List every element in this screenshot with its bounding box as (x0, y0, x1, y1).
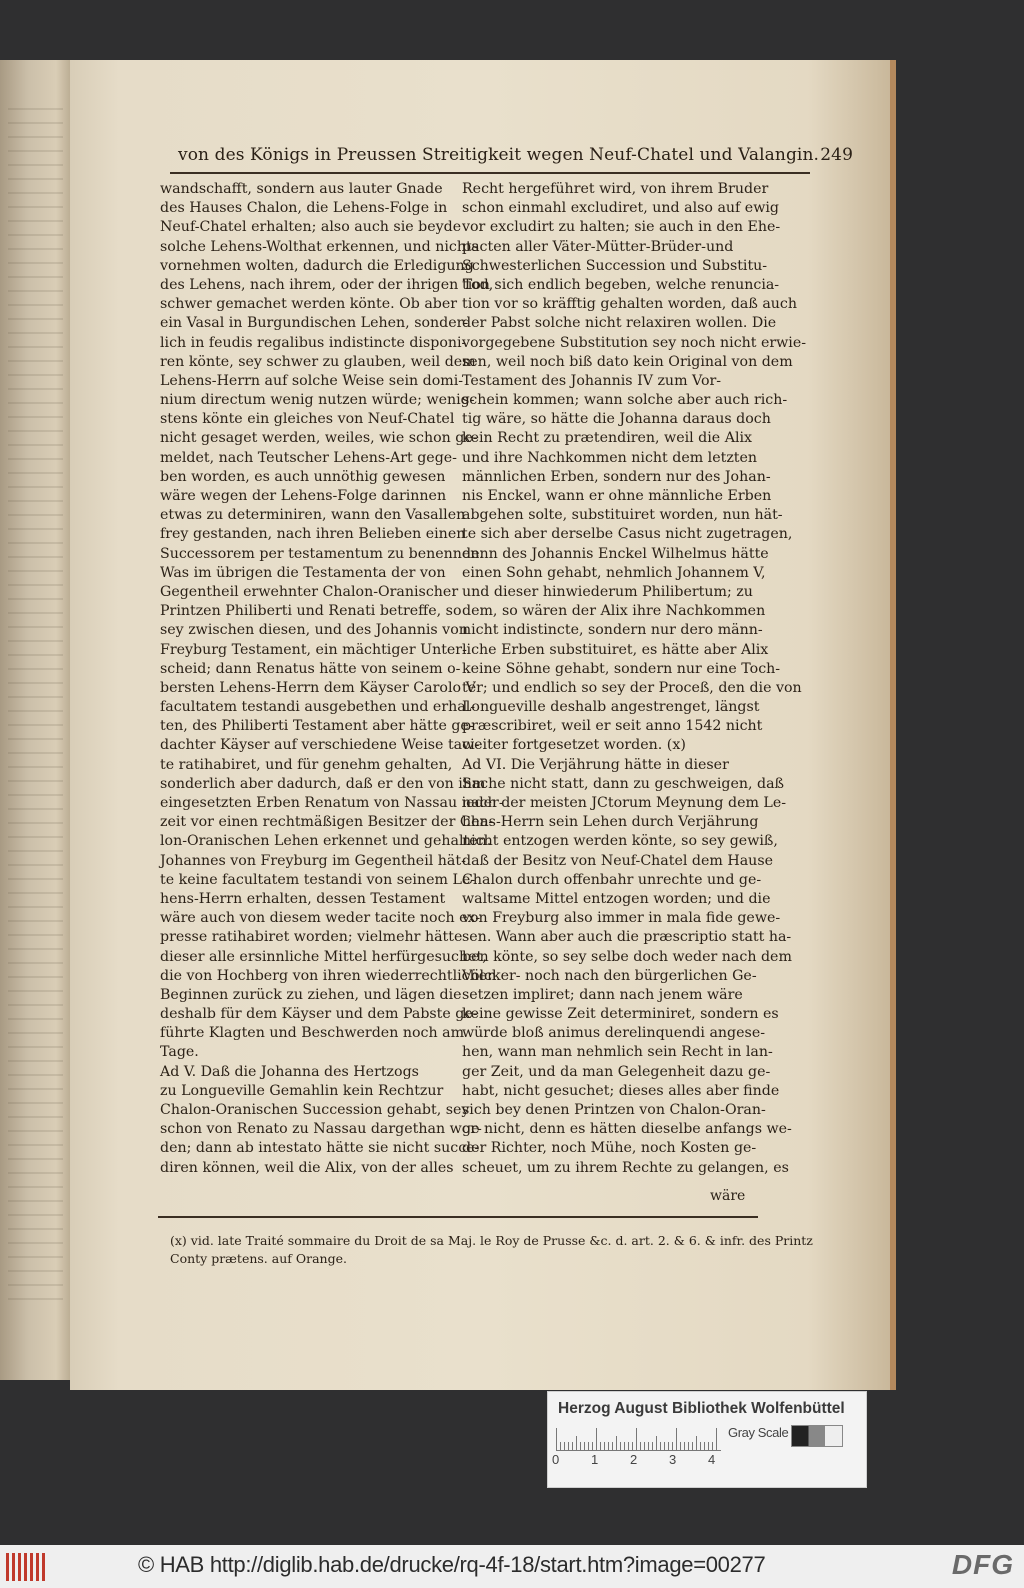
text-line: presse ratihabiret worden; vielmehr hätte (160, 929, 463, 946)
gray-scale-label: Gray Scale (728, 1425, 789, 1440)
footnote-rule (158, 1216, 758, 1218)
text-line: nicht entzogen werden könte, so sey gewiß, (462, 833, 778, 850)
text-line: te keine facultatem testandi von seinem Le- (160, 871, 476, 888)
ruler-tick (648, 1442, 649, 1450)
text-line: Tage. (160, 1044, 199, 1061)
text-line: dachter Käyser auf verschiedene Weise taci- (160, 737, 480, 754)
ruler-tick (668, 1442, 669, 1450)
text-line: scheuet, um zu ihrem Rechte zu gelangen, es (462, 1159, 789, 1176)
text-line: scheid; dann Renatus hätte von seinem o- (160, 660, 461, 677)
ruler-tick (632, 1442, 633, 1450)
ruler-tick (708, 1442, 709, 1450)
text-column-left (160, 180, 504, 1178)
text-line: hens-Herrn erhalten, dessen Testament (160, 890, 446, 907)
ruler-tick (584, 1442, 585, 1450)
text-line: bersten Lehens-Herrn dem Käyser Carolo V (160, 679, 476, 696)
text-line: Chalon durch offenbahr unrechte und ge- (462, 871, 762, 888)
color-calibration-card (548, 1392, 866, 1487)
ruler-number: 3 (669, 1452, 677, 1467)
ruler-tick (560, 1442, 561, 1450)
ruler-tick (568, 1442, 569, 1450)
text-line: deshalb für dem Käyser und dem Pabste ge- (160, 1006, 478, 1023)
ruler-tick (628, 1442, 629, 1450)
text-line: ben worden, es auch unnöthig gewesen (160, 468, 446, 485)
book-page (70, 60, 890, 1390)
ruler-tick (592, 1442, 593, 1450)
page-edge (890, 60, 896, 1390)
ruler-tick (644, 1442, 645, 1450)
text-line: Ad V. Daß die Johanna des Hertzogs (160, 1063, 419, 1080)
ruler-tick (608, 1442, 609, 1450)
text-line: würde bloß animus derelinquendi angese- (462, 1025, 766, 1042)
card-title: Herzog August Bibliothek Wolfenbüttel (558, 1400, 845, 1417)
ruler-tick (620, 1442, 621, 1450)
ruler-tick (700, 1442, 701, 1450)
text-line: sich bey denen Printzen von Chalon-Oran- (462, 1102, 766, 1118)
text-line: Sache nicht statt, dann zu geschweigen, daß (462, 775, 785, 792)
text-line: wandschafft, sondern aus lauter Gnade (160, 181, 443, 197)
text-line: ten, des Philiberti Testament aber hätte ge- (160, 718, 474, 735)
ruler-tick (716, 1428, 717, 1450)
ruler-tick (688, 1442, 689, 1450)
text-line: Beginnen zurück zu ziehen, und lägen die (160, 986, 462, 1003)
text-line: schon von Renato zu Nassau dargethan wor- (160, 1121, 482, 1138)
header-rule (170, 172, 810, 174)
ruler-tick (664, 1442, 665, 1450)
ruler-tick (596, 1428, 597, 1450)
text-line: præscribiret, weil er seit anno 1542 nicht (462, 718, 763, 735)
text-line: habt, nicht gesuchet; dieses alles aber finde (462, 1082, 780, 1099)
text-line: schon einmahl excludiret, und also auf ewig (462, 200, 779, 217)
text-line: Schwesterlichen Succession und Substitu- (462, 257, 768, 274)
footnote-line: (x) vid. late Traité sommaire du Droit de sa Maj. le Roy de Prusse &c. d. art. 2. & 6. & infr. des Printz (170, 1233, 813, 1248)
text-line: diren können, weil die Alix, von der alles (160, 1159, 454, 1176)
text-line: Ad VI. Die Verjährung hätte in dieser (462, 756, 729, 773)
text-line: abgehen solte, substituiret worden, nun hät- (462, 507, 783, 524)
ruler-tick (696, 1436, 697, 1450)
text-line: die von Hochberg von ihren wiederrechtlichen (160, 967, 497, 984)
text-line: einen Sohn gehabt, nehmlich Johannem V, (462, 564, 766, 581)
ruler-tick (652, 1442, 653, 1450)
text-line: zeit vor einen rechtmäßigen Besitzer der Cha- (160, 814, 494, 831)
text-line: vorgegebene Substitution sey noch nicht erwie- (462, 334, 807, 351)
text-line: nicht gesaget werden, weiles, wie schon ge- (160, 430, 478, 447)
text-line: den; dann ab intestato hätte sie nicht succe- (160, 1140, 480, 1157)
ruler-tick (616, 1436, 617, 1450)
ruler-tick (576, 1436, 577, 1450)
ruler-tick (580, 1442, 581, 1450)
text-line: nicht indistincte, sondern nur dero männ- (462, 622, 763, 639)
ruler-tick (636, 1428, 637, 1450)
ruler-tick (704, 1442, 705, 1450)
ruler-tick (660, 1442, 661, 1450)
footnote-line: Conty prætens. auf Orange. (170, 1251, 347, 1266)
ruler-tick (564, 1442, 565, 1450)
ruler-tick (640, 1442, 641, 1450)
footnote (170, 1232, 813, 1268)
text-line: pacten aller Väter-Mütter-Brüder-und (462, 238, 734, 255)
text-line: männlichen Erben, sondern nur des Johan- (462, 468, 771, 485)
text-line: sey zwischen diesen, und des Johannis von (160, 622, 468, 639)
text-line: vor excludirt zu halten; sie auch in den Ehe- (462, 219, 781, 236)
text-line: zu Longueville Gemahlin kein Rechtzur (160, 1082, 444, 1099)
text-line: nach der meisten JCtorum Meynung dem Le- (462, 795, 787, 811)
text-line: frey gestanden, nach ihren Belieben einen (160, 526, 466, 543)
text-line: waltsame Mittel entzogen worden; und die (462, 890, 771, 907)
text-line: facultatem testandi ausgebethen und erhal- (160, 699, 476, 716)
left-page-edge (0, 60, 70, 1380)
text-line: nis Enckel, wann er ohne männliche Erben (462, 488, 772, 504)
ruler-tick (656, 1436, 657, 1450)
ruler-tick (624, 1442, 625, 1450)
text-line: tion vor so kräfftig gehalten worden, daß auch (462, 296, 798, 313)
text-line: Was im übrigen die Testamenta der von (160, 564, 446, 581)
ruler (556, 1426, 721, 1451)
text-line: Völcker- noch nach den bürgerlichen Ge- (462, 967, 757, 984)
text-line: Recht hergeführet wird, von ihrem Bruder (462, 181, 769, 197)
text-line: tion sich endlich begeben, welche renuncia- (462, 276, 780, 293)
text-line: Lehens-Herrn auf solche Weise sein domi- (160, 372, 464, 389)
ruler-number: 2 (630, 1452, 638, 1467)
ruler-tick (676, 1428, 677, 1450)
text-line: Chalon-Oranischen Succession gehabt, sey (160, 1102, 470, 1118)
text-line: setzen impliret; dann nach jenem wäre (462, 986, 743, 1003)
text-column-right (462, 180, 807, 1178)
ruler-number: 1 (591, 1452, 599, 1467)
text-line: und ihre Nachkommen nicht dem letzten (462, 449, 758, 466)
ruler-number: 0 (552, 1452, 560, 1467)
text-line: dem, so wären der Alix ihre Nachkommen (462, 603, 766, 620)
text-line: wäre wegen der Lehens-Folge darinnen (160, 488, 447, 504)
text-line: sonderlich aber dadurch, daß er den von ihm (160, 775, 486, 792)
text-line: sen. Wann aber auch die præscriptio statt ha- (462, 929, 792, 946)
text-line: Freyburg Testament, ein mächtiger Unter- (160, 641, 467, 658)
text-line: ren könte, sey schwer zu glauben, weil dem (160, 353, 476, 370)
page-number: 249 (820, 145, 853, 165)
text-line: Johannes von Freyburg im Gegentheil hät- (160, 852, 466, 869)
text-line: ge nicht, denn es hätten dieselbe anfangs we- (462, 1121, 792, 1138)
text-line: hen, wann man nehmlich sein Recht in lan- (462, 1044, 773, 1061)
text-line: lon-Oranischen Lehen erkennet und gehalten. (160, 833, 492, 850)
text-line: schwer gemachet werden könte. Ob aber (160, 296, 458, 313)
text-line: liche Erben substituiret, es hätte aber Alix (462, 641, 769, 658)
footer-copyright-link[interactable]: © HAB http://diglib.hab.de/drucke/rq-4f-18/start.htm?image=00277 (138, 1552, 766, 1577)
text-line: Gegentheil erwehnter Chalon-Oranischer (160, 583, 459, 600)
text-line: der Pabst solche nicht relaxiren wollen. Die (462, 315, 777, 332)
ruler-tick (680, 1442, 681, 1450)
text-line: schein kommen; wann solche aber auch rich- (462, 392, 788, 409)
running-head-text: von des Königs in Preussen Streitigkeit wegen Neuf-Chatel und Valangin. (178, 145, 820, 165)
text-line: lich in feudis regalibus indistincte disponi- (160, 334, 467, 351)
text-line: keine Söhne gehabt, sondern nur eine Toch- (462, 660, 781, 677)
text-line: meldet, nach Teutscher Lehens-Art gege- (160, 449, 457, 466)
gray-scale-swatch (791, 1425, 843, 1447)
text-line: sen, weil noch biß dato kein Original von dem (462, 353, 793, 370)
ruler-tick (604, 1442, 605, 1450)
text-line: kein Recht zu prætendiren, weil die Alix (462, 430, 753, 447)
ruler-tick (588, 1442, 589, 1450)
text-line: Longueville deshalb angestrenget, längst (462, 699, 760, 716)
text-line: ter; und endlich so sey der Proceß, den die von (462, 679, 802, 696)
text-line: keine gewisse Zeit determiniret, sondern es (462, 1006, 779, 1023)
text-line: führte Klagten und Beschwerden noch am (160, 1025, 465, 1042)
text-line: ben könte, so sey selbe doch weder nach dem (462, 948, 792, 965)
text-line: vornehmen wolten, dadurch die Erledigung (160, 257, 474, 274)
text-line: Printzen Philiberti und Renati betreffe, so (160, 603, 462, 620)
text-line: denn des Johannis Enckel Wilhelmus hätte (462, 545, 769, 562)
text-line: etwas zu determiniren, wann den Vasallen (160, 507, 466, 524)
text-line: tig wäre, so hätte die Johanna daraus doch (462, 411, 771, 428)
ruler-tick (600, 1442, 601, 1450)
ruler-tick (712, 1442, 713, 1450)
text-line: der Richter, noch Mühe, noch Kosten ge- (462, 1140, 757, 1157)
text-line: wäre auch von diesem weder tacite noch ex- (160, 910, 481, 927)
ruler-tick (612, 1442, 613, 1450)
text-line: te sich aber derselbe Casus nicht zugetragen, (462, 526, 793, 543)
ruler-number: 4 (708, 1452, 716, 1467)
text-line: eingesetzten Erben Renatum von Nassau ieder- (160, 795, 504, 811)
text-line: Testament des Johannis IV zum Vor- (462, 372, 722, 389)
running-head (178, 145, 853, 175)
text-line: und dieser hinwiederum Philibertum; zu (462, 583, 753, 600)
text-line: weiter fortgesetzet worden. (x) (462, 737, 686, 754)
barcode-icon (6, 1553, 46, 1581)
text-line: daß der Besitz von Neuf-Chatel dem Hause (462, 852, 773, 869)
ruler-tick (556, 1428, 557, 1450)
text-line: Neuf-Chatel erhalten; also auch sie beyde (160, 219, 462, 236)
text-line: ger Zeit, und da man Gelegenheit dazu ge- (462, 1063, 771, 1080)
ruler-tick (684, 1442, 685, 1450)
text-line: solche Lehens-Wolthat erkennen, und nichts (160, 238, 479, 255)
text-line: te ratihabiret, und für genehm gehalten, (160, 756, 453, 773)
ruler-tick (692, 1442, 693, 1450)
text-line: von Freyburg also immer in mala fide gewe- (462, 910, 781, 927)
text-line: hens-Herrn sein Lehen durch Verjährung (462, 814, 759, 831)
text-line: Successorem per testamentum zu benennen. (160, 545, 484, 562)
ruler-tick (672, 1442, 673, 1450)
text-line: stens könte ein gleiches von Neuf-Chatel (160, 411, 455, 428)
ruler-tick (572, 1442, 573, 1450)
text-line: ein Vasal in Burgundischen Lehen, sonder- (160, 315, 469, 332)
dfg-logo: DFG (951, 1549, 1014, 1580)
text-line: dieser alle ersinnliche Mittel herfürgesuchet, (160, 948, 487, 965)
text-line: nium directum wenig nutzen würde; wenig- (160, 392, 475, 409)
catchword: wäre (710, 1188, 746, 1204)
text-line: des Hauses Chalon, die Lehens-Folge in (160, 200, 448, 217)
text-line: des Lehens, nach ihrem, oder der ihrigen Tod, (160, 276, 494, 293)
footer-bar (0, 1545, 1024, 1588)
